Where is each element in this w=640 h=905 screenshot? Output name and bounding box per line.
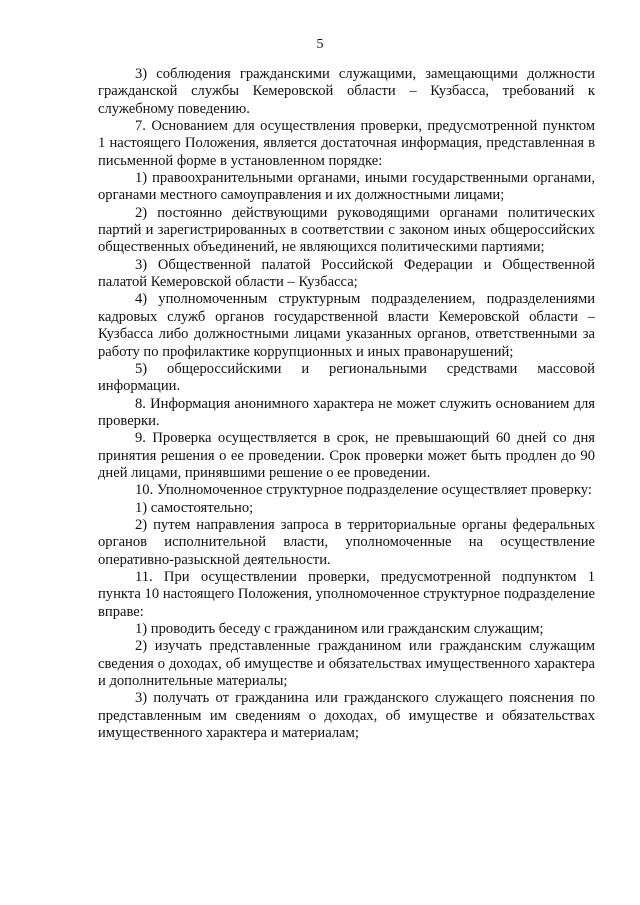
paragraph-item-3-public-chamber: 3) Общественной палатой Российской Федерации и Общественной палатой Кемеровской области – Кузбасса; [98,256,595,291]
paragraph-item-2-political-parties: 2) постоянно действующими руководящими органами политических партий и зарегистрированных в соответствии с законом иных общероссийских общественных объединений, не являющихся политическими партиями; [98,204,595,256]
paragraph-clause-7: 7. Основанием для осуществления проверки, предусмотренной пунктом 1 настоящего Положения, является достаточная информация, представленная в письменной форме в установленном порядке: [98,118,595,169]
page-number: 5 [316,37,324,52]
paragraph-item-1-interview: 1) проводить беседу с гражданином или гражданским служащим; [135,621,544,637]
paragraph-clause-8: 8. Информация анонимного характера не может служить основанием для проверки. [98,395,595,429]
paragraph-item-3-compliance: 3) соблюдения гражданскими служащими, замещающими должности гражданской службы Кемеровской области – Кузбасса, требований к служебному поведению. [98,66,595,117]
paragraph-item-1-law-enforcement: 1) правоохранительными органами, иными государственными органами, органами местного самоуправления и их должностными лицами; [98,170,595,204]
paragraph-item-2-study-info: 2) изучать представленные гражданином или гражданским служащим сведения о доходах, об имуществе и обязательствах имущественного характера и дополнительные материалы; [98,638,595,690]
document-body [98,66,595,742]
paragraph-item-3-explanations: 3) получать от гражданина или гражданского служащего пояснения по представленным им сведениям о доходах, об имуществе и обязательствах имущественного характера и материалам; [98,690,595,742]
paragraph-clause-11: 11. При осуществлении проверки, предусмотренной подпунктом 1 пункта 10 настоящего Положения, уполномоченное структурное подразделение вправе: [98,568,595,620]
paragraph-item-2-request: 2) путем направления запроса в территориальные органы федеральных органов исполнительной власти, уполномоченные на осуществление оперативно-разыскной деятельности. [98,516,595,568]
paragraph-item-4-authorized-unit: 4) уполномоченным структурным подразделением, подразделениями кадровых служб органов государственной власти Кемеровской области – Кузбасса либо должностными лицами указанных органов, ответственными за работу по профилактике коррупционных и иных правонарушений; [98,291,595,360]
paragraph-clause-10: 10. Уполномоченное структурное подразделение осуществляет проверку: [135,482,592,499]
paragraph-item-5-mass-media: 5) общероссийскими и региональными средствами массовой информации. [98,360,595,395]
paragraph-item-1-independently: 1) самостоятельно; [135,499,254,516]
paragraph-clause-9: 9. Проверка осуществляется в срок, не превышающий 60 дней со дня принятия решения о ее проведении. Срок проверки может быть продлен до 90 дней лицами, принявшими решение о ее проведении. [98,430,595,481]
